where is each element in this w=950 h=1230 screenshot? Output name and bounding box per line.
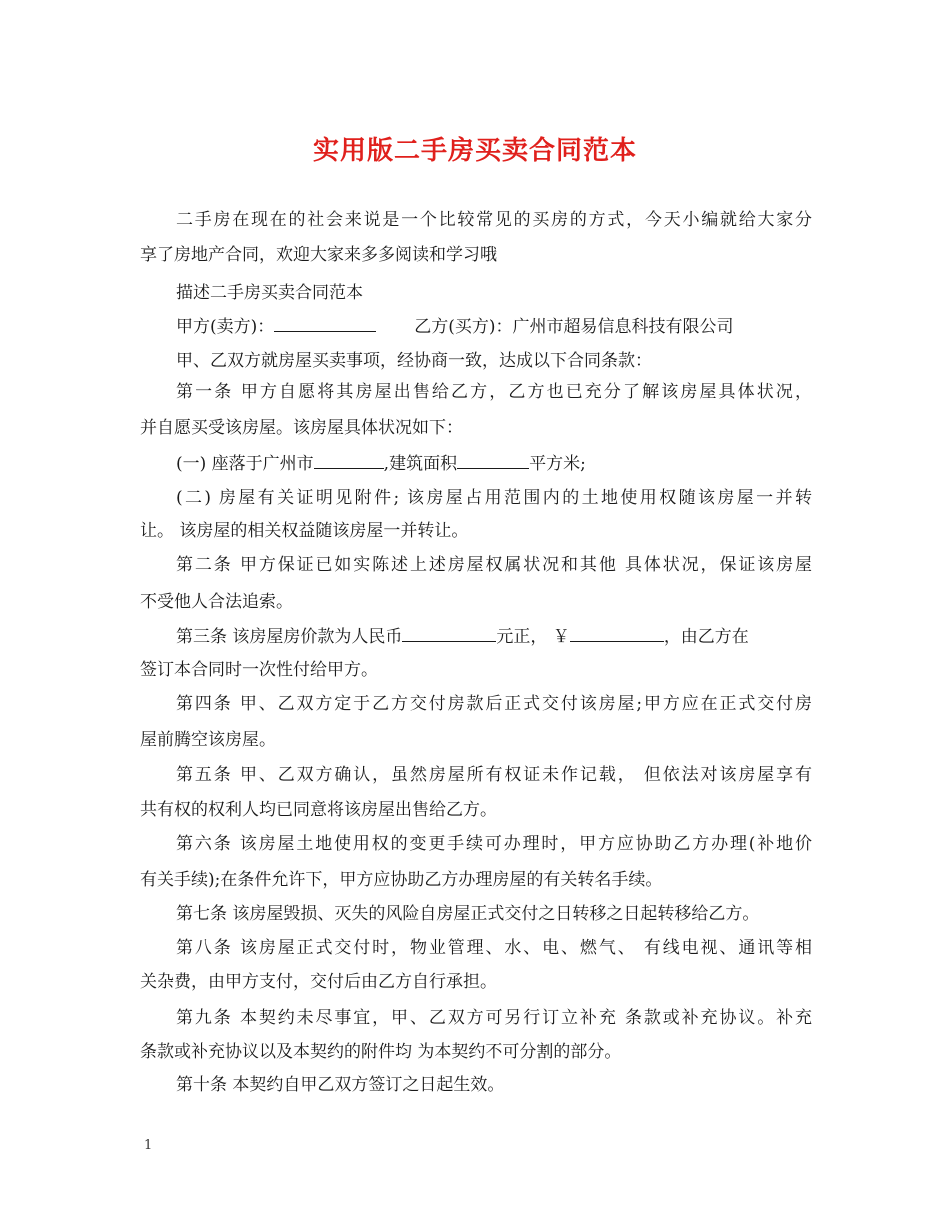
item-1-line xyxy=(176,451,812,476)
article-3-line-2: 签订本合同时一次性付给甲方。 xyxy=(140,660,378,680)
parties-line xyxy=(176,314,812,339)
party-a-label: 甲方(卖方)： xyxy=(176,317,275,337)
subtitle: 描述二手房买卖合同范本 xyxy=(176,283,363,303)
article-8-line-2: 关杂费，由甲方支付，交付后由乙方自行承担。 xyxy=(140,972,497,992)
article-3-yuan-label: 元正， ￥ xyxy=(496,627,570,647)
item-2-line-2: 让。 该房屋的相关权益随该房屋一并转让。 xyxy=(140,521,469,541)
agreement-line: 甲、乙双方就房屋买卖事项，经协商一致，达成以下合同条款： xyxy=(176,351,652,371)
page-title: 实用版二手房买卖合同范本 xyxy=(312,136,637,166)
article-9-line-2: 条款或补充协议以及本契约的附件均 为本契约不可分割的部分。 xyxy=(140,1042,622,1062)
item-1-location-label: (一) 座落于广州市 xyxy=(176,454,314,474)
article-9-line-1: 第九条 本契约未尽事宜，甲、乙双方可另行订立补充 条款或补充协议。补充 xyxy=(176,1008,812,1028)
price-number-blank xyxy=(570,624,664,642)
party-b: 乙方(买方)：广州市超易信息科技有限公司 xyxy=(414,317,734,337)
article-6-line-2: 有关手续);在条件允许下，甲方应协助乙方办理房屋的有关转名手续。 xyxy=(140,870,663,890)
article-1-line-1: 第一条 甲方自愿将其房屋出售给乙方，乙方也已充分了解该房屋具体状况， xyxy=(176,382,812,402)
article-2-line-1: 第二条 甲方保证已如实陈述上述房屋权属状况和其他 具体状况，保证该房屋 xyxy=(176,555,812,575)
item-1-area-label: ,建筑面积 xyxy=(383,454,458,474)
article-4-line-1: 第四条 甲、乙双方定于乙方交付房款后正式交付该房屋;甲方应在正式交付房 xyxy=(176,694,812,714)
intro-line-2: 享了房地产合同，欢迎大家来多多阅读和学习哦 xyxy=(140,245,497,265)
article-3-line-1 xyxy=(176,624,812,649)
intro-line-1: 二手房在现在的社会来说是一个比较常见的买房的方式，今天小编就给大家分 xyxy=(176,210,812,230)
article-5-line-1: 第五条 甲、乙双方确认，虽然房屋所有权证未作记载， 但依法对该房屋享有 xyxy=(176,765,812,785)
article-6-line-1: 第六条 该房屋土地使用权的变更手续可办理时，甲方应协助乙方办理(补地价 xyxy=(176,834,812,854)
area-blank xyxy=(457,451,529,469)
article-3-price-label: 第三条 该房屋房价款为人民币 xyxy=(176,627,403,647)
article-3-tail: ，由乙方在 xyxy=(663,627,749,647)
article-7-line: 第七条 该房屋毁损、灭失的风险自房屋正式交付之日转移之日起转移给乙方。 xyxy=(176,904,760,924)
page-number: 1 xyxy=(144,1138,153,1153)
article-1-line-2: 并自愿买受该房屋。该房屋具体状况如下： xyxy=(140,418,463,438)
article-4-line-2: 屋前腾空该房屋。 xyxy=(140,730,276,750)
article-8-line-1: 第八条 该房屋正式交付时，物业管理、水、电、燃气、 有线电视、通讯等相 xyxy=(176,938,812,958)
item-2-line-1: (二) 房屋有关证明见附件; 该房屋占用范围内的土地使用权随该房屋一并转 xyxy=(176,488,812,508)
article-2-line-2: 不受他人合法追索。 xyxy=(140,592,293,612)
article-10-line: 第十条 本契约自甲乙双方签订之日起生效。 xyxy=(176,1075,505,1095)
price-words-blank xyxy=(402,624,496,642)
party-a-blank xyxy=(274,314,376,332)
item-1-unit: 平方米; xyxy=(529,454,586,474)
article-5-line-2: 共有权的权利人均已同意将该房屋出售给乙方。 xyxy=(140,800,497,820)
location-blank xyxy=(314,451,384,469)
